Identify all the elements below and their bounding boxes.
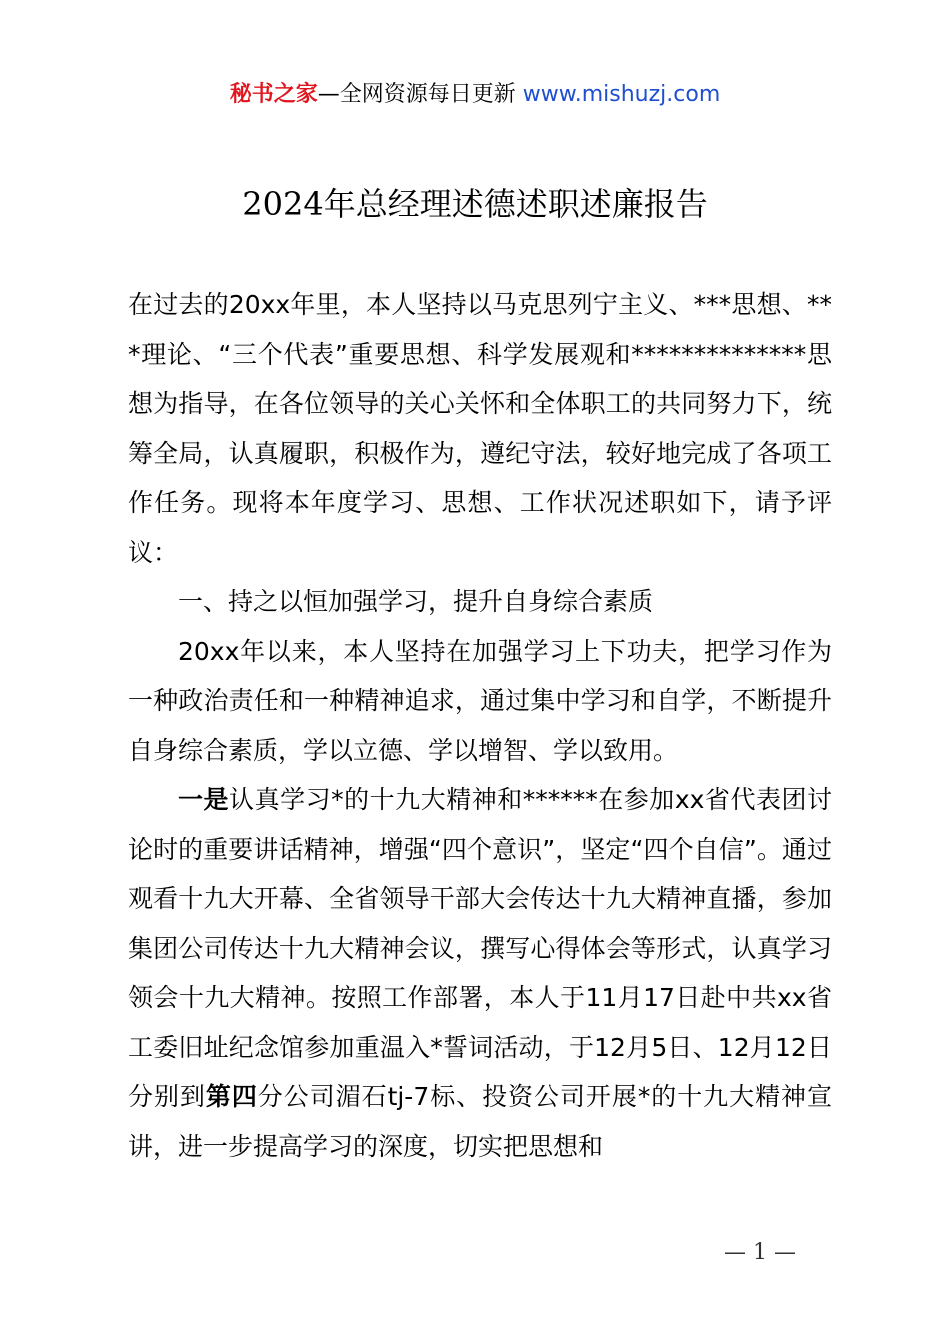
point-one-text-b: 分公司湄石tj-7标、投资公司开展*的十九大精神宣讲，进一步提高学习的深度，切实把思想和 xyxy=(128,1082,832,1161)
point-one-lead: 一是 xyxy=(178,785,230,814)
paragraph-point-one xyxy=(128,775,832,1171)
section-heading: 一、持之以恒加强学习，提升自身综合素质 xyxy=(178,587,654,616)
brand-name: 秘书之家 xyxy=(229,82,318,107)
document-body xyxy=(128,280,832,1171)
header-tagline: —全网资源每日更新 xyxy=(317,82,523,107)
page-number: — 1 — xyxy=(724,1240,796,1265)
site-header xyxy=(0,78,950,112)
point-one-bold: 第四 xyxy=(205,1082,258,1111)
point-one-text-a: 认真学习*的十九大精神和******在参加xx省代表团讨论时的重要讲话精神，增强“四个意识”，坚定“四个自信”。通过观看十九大开幕、全省领导干部大会传达十九大精神直播，参加集团公司传达十九大精神会议，撰写心得体会等形式，认真学习领会十九大精神。按照工作部署，本人于11月17日赴中共xx省工委旧址纪念馆参加重温入*誓词活动，于12月5日、12月12日分别到 xyxy=(128,785,832,1111)
document-title: 2024年总经理述德述职述廉报告 xyxy=(242,185,708,223)
site-url[interactable]: www.mishuzj.com xyxy=(522,82,721,107)
paragraph-intro: 在过去的20xx年里，本人坚持以马克思列宁主义、***思想、***理论、“三个代表”重要思想、科学发展观和**************思想为指导，在各位领导的关心关怀和全体职工的共同努力下，统筹全局，认真履职，积极作为，遵纪守法，较好地完成了各项工作任务。现将本年度学习、思想、工作状况述职如下，请予评议： xyxy=(128,290,832,567)
paragraph-study: 20xx年以来，本人坚持在加强学习上下功夫，把学习作为一种政治责任和一种精神追求，通过集中学习和自学，不断提升自身综合素质，学以立德、学以增智、学以致用。 xyxy=(128,636,832,765)
